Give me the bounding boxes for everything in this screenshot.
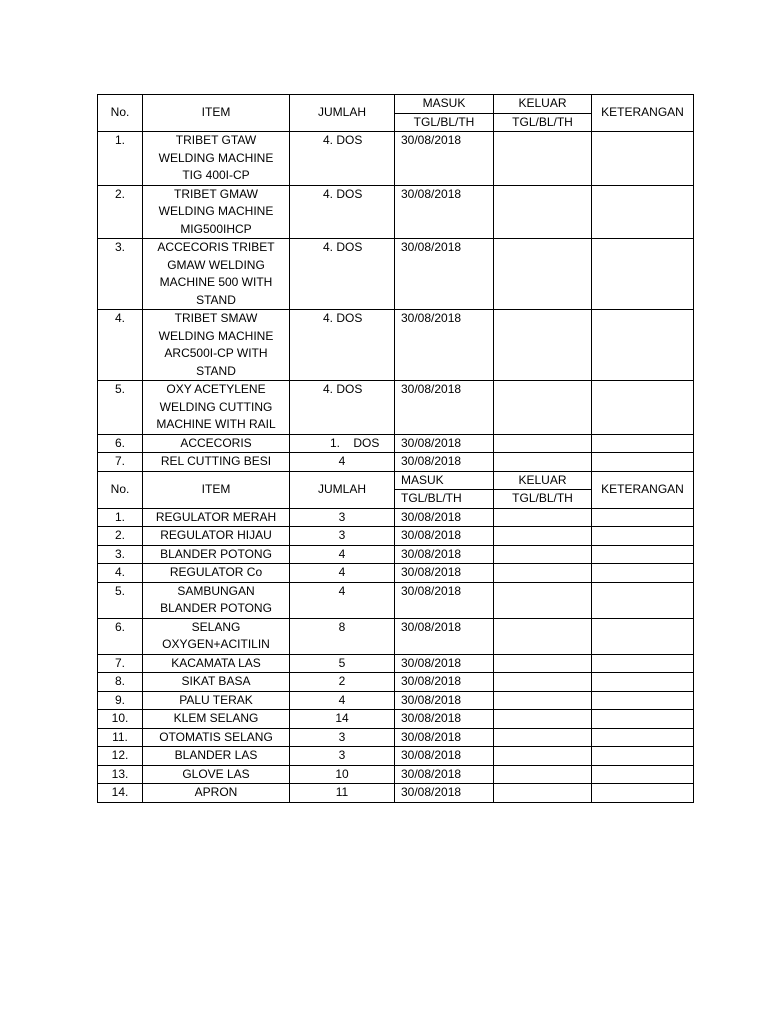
row-no: 14. xyxy=(98,784,143,803)
row-item: SIKAT BASA xyxy=(143,673,290,692)
header-item: ITEM xyxy=(143,95,290,132)
row-jumlah: 4 xyxy=(290,545,395,564)
row-keterangan xyxy=(592,381,694,435)
row-keluar xyxy=(494,691,592,710)
row-keluar xyxy=(494,564,592,583)
row-keluar xyxy=(494,310,592,381)
row-item: REGULATOR HIJAU xyxy=(143,527,290,546)
row-masuk: 30/08/2018 xyxy=(395,765,494,784)
header-masuk: MASUK xyxy=(395,471,494,490)
row-jumlah: 4. DOS xyxy=(290,132,395,186)
row-no: 9. xyxy=(98,691,143,710)
row-jumlah: 4. DOS xyxy=(290,185,395,239)
row-masuk: 30/08/2018 xyxy=(395,239,494,310)
row-no: 11. xyxy=(98,728,143,747)
header-jumlah: JUMLAH xyxy=(290,471,395,508)
row-keterangan xyxy=(592,618,694,654)
row-jumlah: 8 xyxy=(290,618,395,654)
row-no: 5. xyxy=(98,582,143,618)
row-keluar xyxy=(494,582,592,618)
row-jumlah: 2 xyxy=(290,673,395,692)
row-keluar xyxy=(494,618,592,654)
table-row xyxy=(98,691,694,710)
row-keluar xyxy=(494,132,592,186)
table-row xyxy=(98,582,694,618)
row-keterangan xyxy=(592,582,694,618)
table-row xyxy=(98,310,694,381)
row-keterangan xyxy=(592,453,694,472)
row-jumlah: 4. DOS xyxy=(290,310,395,381)
row-item: SELANG OXYGEN+ACITILIN xyxy=(143,618,290,654)
row-no: 7. xyxy=(98,654,143,673)
table-row xyxy=(98,527,694,546)
row-masuk: 30/08/2018 xyxy=(395,132,494,186)
row-jumlah: 4. DOS xyxy=(290,239,395,310)
header-row xyxy=(98,471,694,490)
row-masuk: 30/08/2018 xyxy=(395,618,494,654)
row-no: 3. xyxy=(98,545,143,564)
row-no: 4. xyxy=(98,564,143,583)
inventory-table-body xyxy=(98,95,694,509)
row-masuk: 30/08/2018 xyxy=(395,527,494,546)
row-keluar xyxy=(494,710,592,729)
row-masuk: 30/08/2018 xyxy=(395,654,494,673)
row-item: ACCECORIS xyxy=(143,434,290,453)
row-no: 12. xyxy=(98,747,143,766)
row-masuk: 30/08/2018 xyxy=(395,728,494,747)
row-masuk: 30/08/2018 xyxy=(395,691,494,710)
row-no: 7. xyxy=(98,453,143,472)
row-no: 2. xyxy=(98,527,143,546)
row-keterangan xyxy=(592,185,694,239)
row-keluar xyxy=(494,673,592,692)
row-masuk: 30/08/2018 xyxy=(395,582,494,618)
row-item: ACCECORIS TRIBET GMAW WELDING MACHINE 500 WITH STAND xyxy=(143,239,290,310)
table-row xyxy=(98,564,694,583)
row-keluar xyxy=(494,185,592,239)
table-row xyxy=(98,618,694,654)
header-keluar-date-format: TGL/BL/TH xyxy=(494,490,592,509)
row-keterangan xyxy=(592,728,694,747)
table-row xyxy=(98,545,694,564)
header-keterangan: KETERANGAN xyxy=(592,471,694,508)
row-keluar xyxy=(494,239,592,310)
table-row xyxy=(98,747,694,766)
row-item: BLANDER LAS xyxy=(143,747,290,766)
row-masuk: 30/08/2018 xyxy=(395,710,494,729)
row-keluar xyxy=(494,527,592,546)
header-masuk: MASUK xyxy=(395,95,494,114)
table-row xyxy=(98,453,694,472)
row-keterangan xyxy=(592,691,694,710)
row-item: BLANDER POTONG xyxy=(143,545,290,564)
row-jumlah: 4 xyxy=(290,564,395,583)
row-keluar xyxy=(494,453,592,472)
header-masuk-date-format: TGL/BL/TH xyxy=(395,113,494,132)
row-keterangan xyxy=(592,765,694,784)
row-jumlah: 10 xyxy=(290,765,395,784)
row-jumlah: 4 xyxy=(290,453,395,472)
row-no: 13. xyxy=(98,765,143,784)
row-jumlah: 4 xyxy=(290,691,395,710)
row-jumlah: 11 xyxy=(290,784,395,803)
row-masuk: 30/08/2018 xyxy=(395,564,494,583)
row-jumlah: 1. DOS xyxy=(290,434,395,453)
row-item: APRON xyxy=(143,784,290,803)
row-item: OXY ACETYLENE WELDING CUTTING MACHINE WITH RAIL xyxy=(143,381,290,435)
row-masuk: 30/08/2018 xyxy=(395,508,494,527)
row-keterangan xyxy=(592,747,694,766)
row-keluar xyxy=(494,434,592,453)
table-row xyxy=(98,185,694,239)
row-keterangan xyxy=(592,710,694,729)
row-no: 1. xyxy=(98,132,143,186)
table-row xyxy=(98,132,694,186)
row-keterangan xyxy=(592,564,694,583)
row-keluar xyxy=(494,747,592,766)
row-no: 8. xyxy=(98,673,143,692)
row-jumlah: 14 xyxy=(290,710,395,729)
row-item: PALU TERAK xyxy=(143,691,290,710)
row-item: TRIBET GMAW WELDING MACHINE MIG500IHCP xyxy=(143,185,290,239)
row-masuk: 30/08/2018 xyxy=(395,310,494,381)
header-keluar: KELUAR xyxy=(494,471,592,490)
header-item: ITEM xyxy=(143,471,290,508)
row-keterangan xyxy=(592,654,694,673)
table-row xyxy=(98,381,694,435)
table-row xyxy=(98,239,694,310)
table-row xyxy=(98,434,694,453)
header-keluar: KELUAR xyxy=(494,95,592,114)
row-masuk: 30/08/2018 xyxy=(395,545,494,564)
header-no: No. xyxy=(98,95,143,132)
table-row xyxy=(98,728,694,747)
header-keterangan: KETERANGAN xyxy=(592,95,694,132)
row-no: 4. xyxy=(98,310,143,381)
row-keterangan xyxy=(592,310,694,381)
header-keluar-date-format: TGL/BL/TH xyxy=(494,113,592,132)
table-row xyxy=(98,710,694,729)
row-masuk: 30/08/2018 xyxy=(395,673,494,692)
row-keterangan xyxy=(592,673,694,692)
row-no: 5. xyxy=(98,381,143,435)
row-keterangan xyxy=(592,508,694,527)
row-masuk: 30/08/2018 xyxy=(395,747,494,766)
row-jumlah: 3 xyxy=(290,508,395,527)
row-keterangan xyxy=(592,434,694,453)
row-no: 10. xyxy=(98,710,143,729)
row-item: REGULATOR MERAH xyxy=(143,508,290,527)
row-jumlah: 3 xyxy=(290,728,395,747)
row-keluar xyxy=(494,784,592,803)
row-keterangan xyxy=(592,784,694,803)
row-no: 3. xyxy=(98,239,143,310)
row-item: KLEM SELANG xyxy=(143,710,290,729)
row-keterangan xyxy=(592,132,694,186)
row-jumlah: 5 xyxy=(290,654,395,673)
row-jumlah: 4 xyxy=(290,582,395,618)
header-jumlah: JUMLAH xyxy=(290,95,395,132)
row-item: TRIBET SMAW WELDING MACHINE ARC500I-CP WITH STAND xyxy=(143,310,290,381)
row-item: REGULATOR Co xyxy=(143,564,290,583)
inventory-table-body-2 xyxy=(98,508,694,802)
row-keterangan xyxy=(592,527,694,546)
row-keluar xyxy=(494,545,592,564)
header-masuk-date-format: TGL/BL/TH xyxy=(395,490,494,509)
row-masuk: 30/08/2018 xyxy=(395,784,494,803)
table-row xyxy=(98,654,694,673)
row-item: SAMBUNGAN BLANDER POTONG xyxy=(143,582,290,618)
row-masuk: 30/08/2018 xyxy=(395,453,494,472)
row-no: 6. xyxy=(98,434,143,453)
row-jumlah: 4. DOS xyxy=(290,381,395,435)
row-keluar xyxy=(494,654,592,673)
table-row xyxy=(98,673,694,692)
row-masuk: 30/08/2018 xyxy=(395,381,494,435)
table-row xyxy=(98,765,694,784)
row-item: KACAMATA LAS xyxy=(143,654,290,673)
row-jumlah: 3 xyxy=(290,527,395,546)
row-item: GLOVE LAS xyxy=(143,765,290,784)
row-no: 6. xyxy=(98,618,143,654)
row-masuk: 30/08/2018 xyxy=(395,434,494,453)
header-row xyxy=(98,95,694,114)
row-keterangan xyxy=(592,545,694,564)
row-masuk: 30/08/2018 xyxy=(395,185,494,239)
header-no: No. xyxy=(98,471,143,508)
row-item: REL CUTTING BESI xyxy=(143,453,290,472)
row-no: 2. xyxy=(98,185,143,239)
row-item: TRIBET GTAW WELDING MACHINE TIG 400I-CP xyxy=(143,132,290,186)
row-keterangan xyxy=(592,239,694,310)
row-keluar xyxy=(494,381,592,435)
row-no: 1. xyxy=(98,508,143,527)
row-keluar xyxy=(494,728,592,747)
row-keluar xyxy=(494,765,592,784)
inventory-table xyxy=(97,94,694,803)
row-jumlah: 3 xyxy=(290,747,395,766)
table-row xyxy=(98,784,694,803)
row-keluar xyxy=(494,508,592,527)
row-item: OTOMATIS SELANG xyxy=(143,728,290,747)
table-row xyxy=(98,508,694,527)
